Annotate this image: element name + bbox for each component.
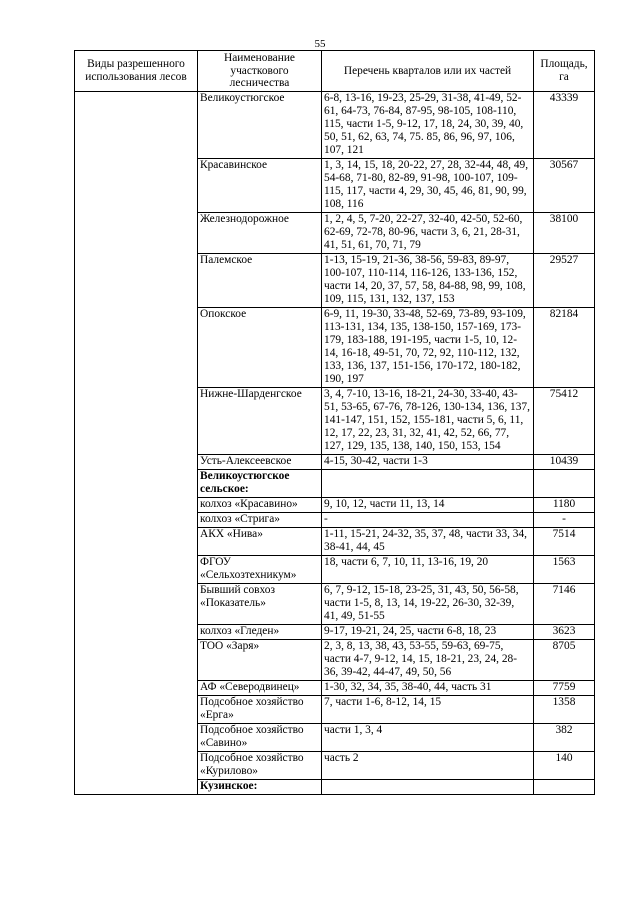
forestry-name-cell: ФГОУ «Сельхозтехникум» <box>198 555 322 583</box>
area-cell: 1563 <box>534 555 595 583</box>
quarters-cell: 1-30, 32, 34, 35, 38-40, 44, часть 31 <box>322 680 534 695</box>
forestry-name-cell: ТОО «Заря» <box>198 639 322 680</box>
forestry-name-cell: колхоз «Красавино» <box>198 497 322 512</box>
quarters-cell: 6-9, 11, 19-30, 33-48, 52-69, 73-89, 93-109, 113-131, 134, 135, 138-150, 157-169, 173-179, 183-188, 191-195, части 1-5, 10, 12-14, 16-18, 49-51, 70, 72, 92, 110-112, 132, 133, 136, 137, 151-156, 170-172, 180-182, 190, 197 <box>322 307 534 387</box>
forestry-name-cell: Железнодорожное <box>198 212 322 253</box>
quarters-cell: 6, 7, 9-12, 15-18, 23-25, 31, 43, 50, 56-58, части 1-5, 8, 13, 14, 19-22, 26-30, 32-39, 41, 49, 51-55 <box>322 583 534 624</box>
area-cell: 7759 <box>534 680 595 695</box>
quarters-cell: 4-15, 30-42, части 1-3 <box>322 454 534 469</box>
quarters-cell: 9, 10, 12, части 11, 13, 14 <box>322 497 534 512</box>
quarters-cell: 1, 3, 14, 15, 18, 20-22, 27, 28, 32-44, 48, 49, 54-68, 71-80, 82-89, 91-98, 100-107, 109-115, 117, части 4, 29, 30, 45, 46, 81, 90, 99, 108, 116 <box>322 158 534 212</box>
use-type-cell <box>75 91 198 794</box>
forestry-name-cell: АФ «Северодвинец» <box>198 680 322 695</box>
page-number: 55 <box>314 38 326 50</box>
header-area: Площадь, га <box>534 51 595 92</box>
section-name-cell: Кузинское: <box>198 779 322 794</box>
forestry-name-cell: Нижне-Шарденгское <box>198 387 322 454</box>
area-cell: - <box>534 512 595 527</box>
quarters-cell: 18, части 6, 7, 10, 11, 13-16, 19, 20 <box>322 555 534 583</box>
header-forestry: Наименование участкового лесничества <box>198 51 322 92</box>
forestry-name-cell: Великоустюгское <box>198 91 322 158</box>
quarters-cell: 6-8, 13-16, 19-23, 25-29, 31-38, 41-49, 52-61, 64-73, 76-84, 87-95, 98-105, 108-110, 115, части 1-5, 9-12, 17, 18, 24, 30, 39, 40, 50, 51, 62, 63, 74, 75. 85, 86, 96, 97, 106, 107, 121 <box>322 91 534 158</box>
quarters-cell <box>322 469 534 497</box>
forestry-name-cell: колхоз «Стрига» <box>198 512 322 527</box>
header-use-type: Виды разрешенного использования лесов <box>75 51 198 92</box>
area-cell <box>534 779 595 794</box>
area-cell: 8705 <box>534 639 595 680</box>
area-cell: 43339 <box>534 91 595 158</box>
quarters-cell: 7, части 1-6, 8-12, 14, 15 <box>322 695 534 723</box>
area-cell: 382 <box>534 723 595 751</box>
quarters-cell: 1-11, 15-21, 24-32, 35, 37, 48, части 33, 34, 38-41, 44, 45 <box>322 527 534 555</box>
forestry-name-cell: Усть-Алексеевское <box>198 454 322 469</box>
table-row <box>75 91 595 158</box>
forestry-name-cell: Подсобное хозяйство «Савино» <box>198 723 322 751</box>
forest-quarters-table <box>74 50 595 795</box>
forestry-name-cell: Красавинское <box>198 158 322 212</box>
quarters-cell: 1-13, 15-19, 21-36, 38-56, 59-83, 89-97, 100-107, 110-114, 116-126, 133-136, 152, части 14, 20, 37, 57, 58, 84-88, 98, 99, 108, 109, 115, 131, 132, 137, 153 <box>322 253 534 307</box>
forestry-name-cell: Палемское <box>198 253 322 307</box>
quarters-cell: 2, 3, 8, 13, 38, 43, 53-55, 59-63, 69-75, части 4-7, 9-12, 14, 15, 18-21, 23, 24, 28-36, 39-42, 44-47, 49, 50, 56 <box>322 639 534 680</box>
quarters-cell: 9-17, 19-21, 24, 25, части 6-8, 18, 23 <box>322 624 534 639</box>
area-cell: 30567 <box>534 158 595 212</box>
area-cell: 7514 <box>534 527 595 555</box>
forestry-name-cell: колхоз «Гледен» <box>198 624 322 639</box>
quarters-cell: - <box>322 512 534 527</box>
quarters-cell <box>322 779 534 794</box>
area-cell: 140 <box>534 751 595 779</box>
forestry-name-cell: Подсобное хозяйство «Ерга» <box>198 695 322 723</box>
forestry-name-cell: Подсобное хозяйство «Курилово» <box>198 751 322 779</box>
header-quarters: Перечень кварталов или их частей <box>322 51 534 92</box>
quarters-cell: 1, 2, 4, 5, 7-20, 22-27, 32-40, 42-50, 52-60, 62-69, 72-78, 80-96, части 3, 6, 21, 28-31, 41, 51, 61, 70, 71, 79 <box>322 212 534 253</box>
area-cell: 29527 <box>534 253 595 307</box>
area-cell: 7146 <box>534 583 595 624</box>
area-cell: 75412 <box>534 387 595 454</box>
area-cell: 1180 <box>534 497 595 512</box>
area-cell: 38100 <box>534 212 595 253</box>
section-name-cell: Великоустюгское сельское: <box>198 469 322 497</box>
quarters-cell: части 1, 3, 4 <box>322 723 534 751</box>
area-cell: 1358 <box>534 695 595 723</box>
area-cell: 82184 <box>534 307 595 387</box>
forestry-name-cell: Бывший совхоз «Показатель» <box>198 583 322 624</box>
area-cell <box>534 469 595 497</box>
forestry-name-cell: Опокское <box>198 307 322 387</box>
table-body <box>75 91 595 794</box>
forestry-name-cell: АКХ «Нива» <box>198 527 322 555</box>
quarters-cell: 3, 4, 7-10, 13-16, 18-21, 24-30, 33-40, 43-51, 53-65, 67-76, 78-126, 130-134, 136, 137, 141-147, 151, 152, 155-181, части 5, 6, 11, 12, 17, 22, 23, 31, 32, 41, 42, 52, 66, 77, 127, 129, 135, 138, 140, 150, 153, 154 <box>322 387 534 454</box>
area-cell: 3623 <box>534 624 595 639</box>
area-cell: 10439 <box>534 454 595 469</box>
quarters-cell: часть 2 <box>322 751 534 779</box>
table-header-row <box>75 51 595 92</box>
